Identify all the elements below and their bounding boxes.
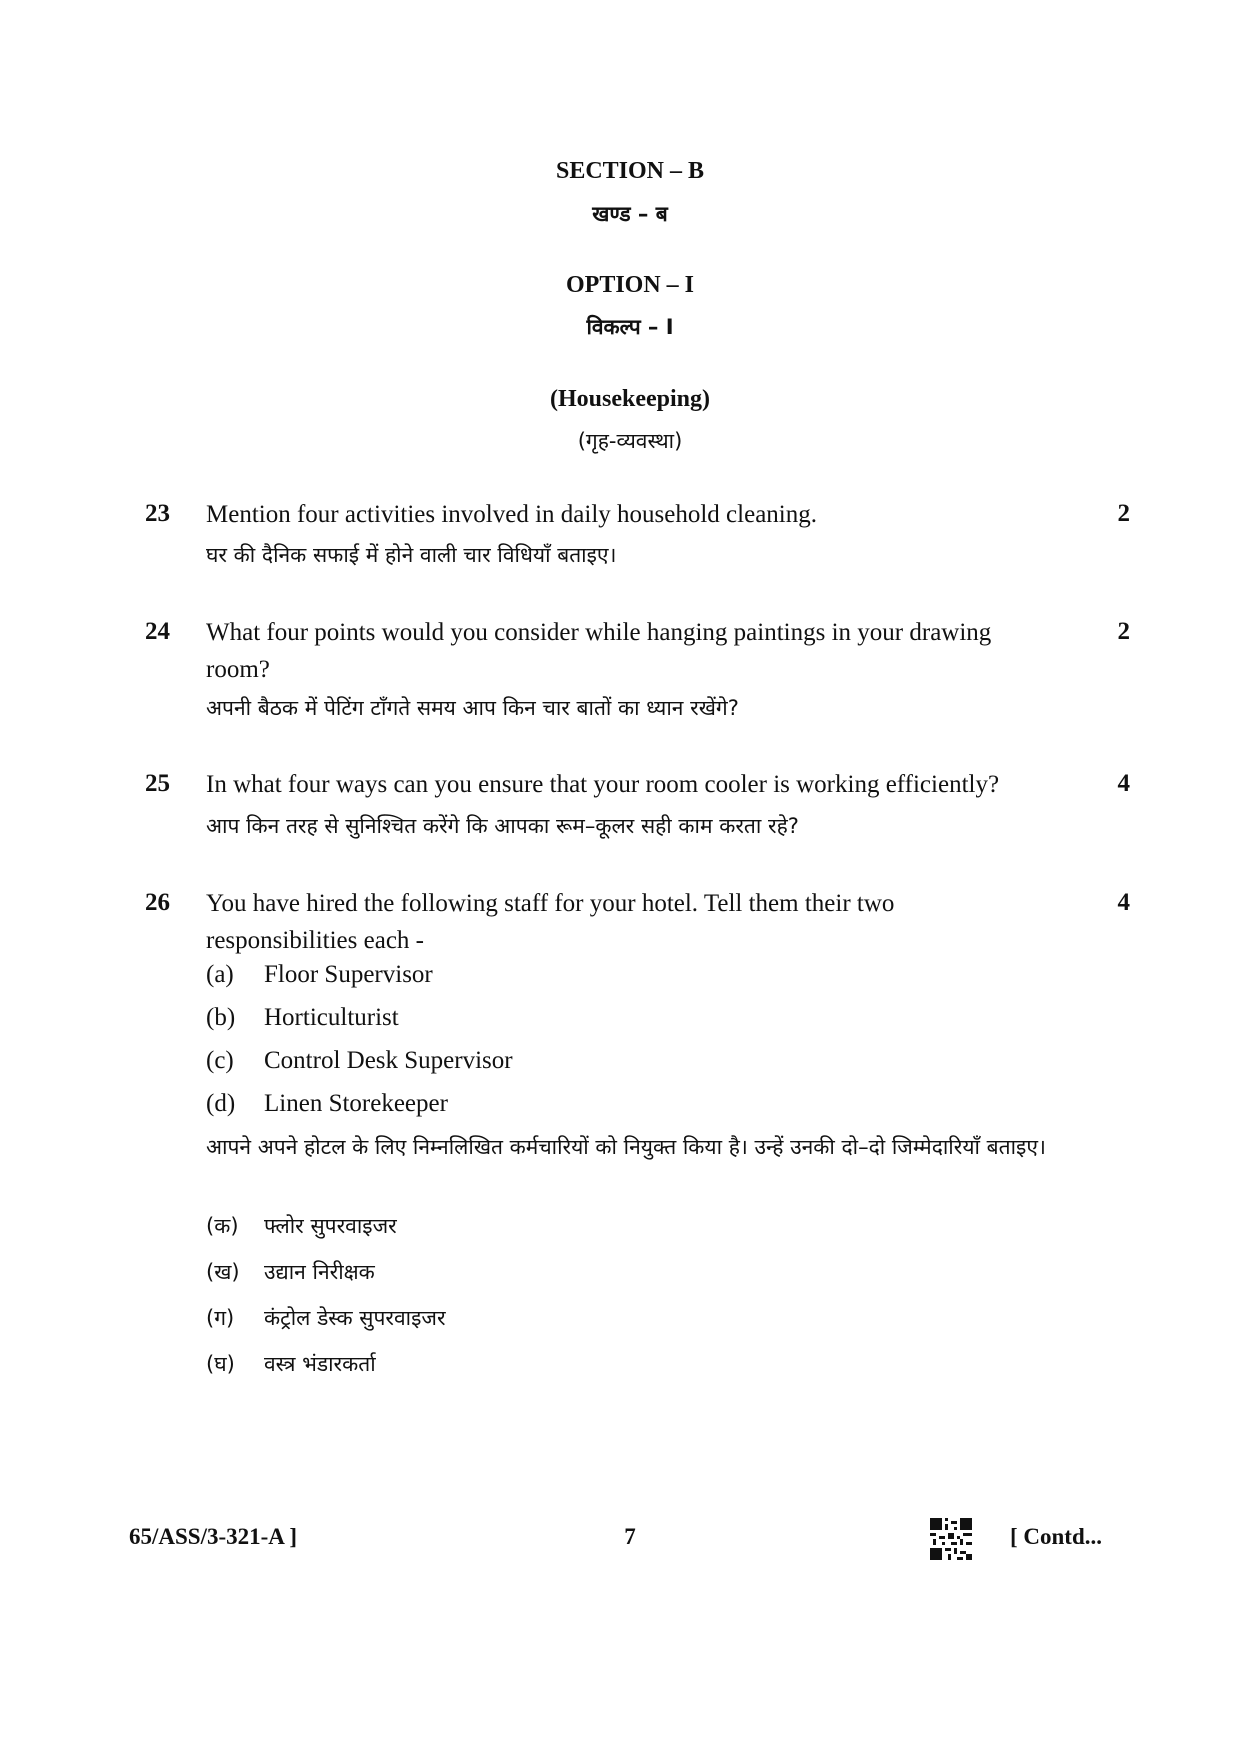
question-marks: 4 [1117,889,1130,916]
section-heading-hindi: खण्ड – ब [592,202,668,226]
question-marks: 2 [1117,500,1130,527]
option-text: Horticulturist [264,1004,399,1031]
option-item-hindi [206,1350,376,1378]
question-marks: 4 [1117,770,1130,797]
question-number: 24 [145,618,170,645]
option-item [206,1090,448,1118]
paper-code: 65/ASS/3-321-A ] [129,1524,298,1549]
option-label: (घ) [206,1352,235,1376]
option-text: फ्लोर सुपरवाइजर [264,1214,397,1238]
section-heading: SECTION – B [555,158,705,184]
option-text: उद्यान निरीक्षक [264,1260,375,1284]
question-text: You have hired the following staff for your hotel. Tell them their two responsibilities each - [206,890,895,954]
option-item-hindi [206,1304,446,1332]
option-label: (a) [206,961,234,988]
option-item-hindi [206,1258,375,1286]
option-item [206,1004,399,1032]
subject-heading-hindi: (गृह-व्यवस्था) [577,429,683,453]
option-heading: OPTION – I [565,272,694,298]
question-marks: 2 [1117,618,1130,645]
question-text-hindi: अपनी बैठक में पेटिंग टाँगते समय आप किन चार बातों का ध्यान रखेंगे? [206,696,739,720]
question-text-hindi: घर की दैनिक सफाई में होने वाली चार विधियाँ बताइए। [206,543,617,567]
option-label: (ग) [206,1306,235,1330]
option-label: (c) [206,1047,234,1074]
option-item [206,961,433,989]
subject-heading: (Housekeeping) [549,386,710,412]
question-text: What four points would you consider while hanging paintings in your drawing room? [206,619,992,683]
option-heading-hindi: विकल्प – I [586,315,674,339]
option-label: (d) [206,1090,236,1117]
question-text: Mention four activities involved in daily household cleaning. [206,501,817,528]
option-text: कंट्रोल डेस्क सुपरवाइजर [264,1306,446,1330]
question-text-hindi: आपने अपने होटल के लिए निम्नलिखित कर्मचारियों को नियुक्त किया है। उन्हें उनकी दो–दो जिम्मेदारियाँ बताइए। [206,1135,1046,1159]
qr-code-icon [930,1518,972,1560]
question-number: 25 [145,770,170,797]
option-label: (ख) [206,1260,240,1284]
option-text: Control Desk Supervisor [264,1047,513,1074]
option-item-hindi [206,1212,397,1240]
question-text: In what four ways can you ensure that your room cooler is working efficiently? [206,771,1000,798]
continued-label: [ Contd... [1010,1524,1103,1549]
option-label: (क) [206,1214,239,1238]
option-text: Linen Storekeeper [264,1090,448,1117]
option-item [206,1047,513,1075]
page-number: 7 [624,1524,636,1549]
option-text: Floor Supervisor [264,961,433,988]
option-label: (b) [206,1004,236,1031]
option-text: वस्त्र भंडारकर्ता [264,1352,376,1376]
question-number: 26 [145,889,170,916]
question-number: 23 [145,500,170,527]
question-text-hindi: आप किन तरह से सुनिश्चित करेंगे कि आपका रूम–कूलर सही काम करता रहे? [206,814,799,838]
